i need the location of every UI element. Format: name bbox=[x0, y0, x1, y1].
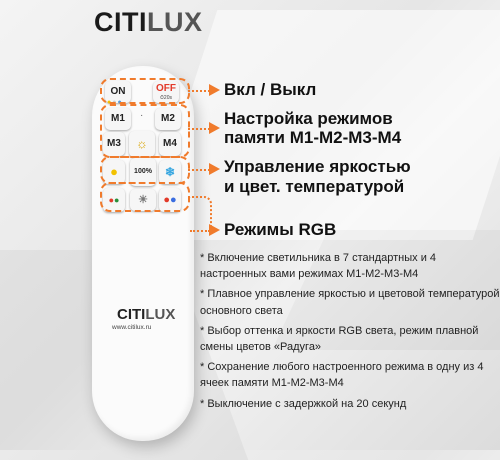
connector-brightness bbox=[188, 169, 210, 171]
rainbow-mode-button[interactable]: ●● bbox=[159, 188, 181, 212]
color-dots: ●●● bbox=[107, 99, 123, 106]
m1-label: M1 bbox=[111, 113, 125, 124]
label-memory-line1: Настройка режимов bbox=[224, 109, 393, 128]
off-button-label: OFF bbox=[156, 83, 176, 94]
remote-logo bbox=[117, 306, 175, 323]
note-item: * Сохранение любого настроенного режима в одну из 4 ячеек памяти М1-М2-М3-М4 bbox=[200, 361, 484, 390]
label-power: Вкл / Выкл bbox=[224, 80, 317, 99]
rgb-color-button[interactable]: ●● bbox=[103, 188, 125, 212]
rgb-brightness-button[interactable]: ☀ bbox=[130, 189, 156, 211]
sun-outline-button[interactable]: ☼ bbox=[129, 131, 155, 157]
arrow-rgb-icon bbox=[209, 224, 220, 236]
dot-indicator: · bbox=[140, 110, 144, 121]
frame-power bbox=[100, 78, 190, 104]
m4-label: M4 bbox=[163, 138, 177, 149]
note-item: * Включение светильника в 7 стандартных и 4 настроенных вами режимах М1-М2-М3-М4 bbox=[200, 252, 437, 281]
label-rgb: Режимы RGB bbox=[224, 220, 337, 239]
note-item: * Выбор оттенка и яркости RGB света, режим плавной смены цветов «Радуга» bbox=[200, 324, 479, 354]
note-item: * Выключение с задержкой на 20 секунд bbox=[200, 397, 407, 410]
arrow-power-icon bbox=[209, 84, 220, 96]
brightness-100-label: 100% bbox=[134, 168, 152, 175]
connector-power bbox=[188, 90, 210, 92]
on-button-label: ON bbox=[110, 86, 126, 97]
label-memory-line2: памяти М1-М2-М3-М4 bbox=[224, 128, 402, 147]
brand-logo-accent: LUX bbox=[147, 7, 203, 37]
m2-label: M2 bbox=[161, 113, 175, 124]
remote-logo-accent: LUX bbox=[145, 306, 176, 323]
off-delay-label: ⏱20s bbox=[160, 95, 172, 101]
brand-logo bbox=[94, 7, 203, 38]
cold-light-button[interactable]: ❄ bbox=[159, 160, 181, 184]
label-brightness-line1: Управление яркостью bbox=[224, 157, 411, 176]
feature-notes bbox=[200, 250, 500, 416]
arrow-memory-icon bbox=[209, 122, 220, 134]
brand-logo-main: CITI bbox=[94, 7, 147, 37]
frame-brightness bbox=[100, 156, 190, 184]
connector-memory bbox=[188, 128, 210, 130]
warm-light-button[interactable]: ● bbox=[103, 160, 125, 184]
m3-label: M3 bbox=[107, 138, 121, 149]
frame-rgb bbox=[100, 182, 190, 212]
connector-rgb-horizontal bbox=[190, 230, 210, 232]
remote-logo-main: CITI bbox=[117, 306, 146, 323]
remote-website: www.citilux.ru bbox=[112, 324, 152, 331]
label-brightness-line2: и цвет. температурой bbox=[224, 177, 405, 196]
frame-memory bbox=[100, 104, 190, 158]
note-item: * Плавное управление яркостью и цветовой температурой основного света bbox=[200, 288, 500, 317]
arrow-brightness-icon bbox=[209, 163, 220, 175]
